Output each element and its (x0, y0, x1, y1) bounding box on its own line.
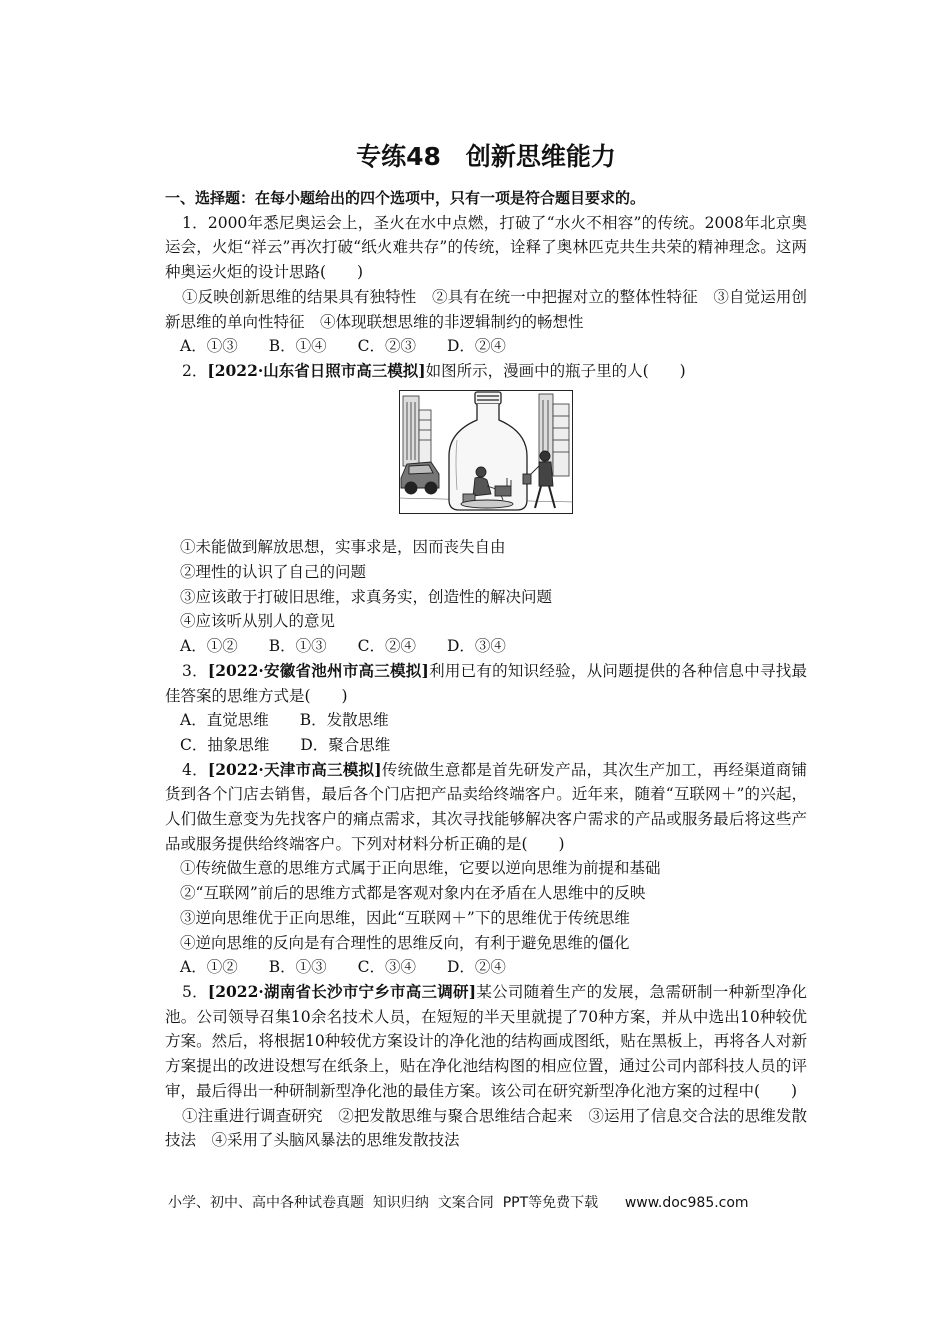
page-title: 专练48 创新思维能力 (356, 142, 616, 171)
question-2-statement-1: ①未能做到解放思想，实事求是，因而丧失自由 (180, 538, 506, 557)
question-4-number: 4． (182, 760, 208, 779)
question-3-number: 3． (182, 661, 208, 680)
question-4-statement-1: ①传统做生意的思维方式属于正向思维，它要以逆向思维为前提和基础 (180, 859, 661, 878)
question-3-stem (165, 659, 807, 708)
question-1-stem: 1．2000年悉尼奥运会上，圣火在水中点燃，打破了“水火不相容”的传统。2008年北京奥运会，火炬“祥云”再次打破“纸火难共存”的传统，诠释了奥林匹克共生共荣的精神理念。这两种奥运火炬的设计思路( ) (165, 213, 807, 282)
question-1-statements: ①反映创新思维的结果具有独特性 ②具有在统一中把握对立的整体性特征 ③自觉运用创新思维的单向性特征 ④体现联想思维的非逻辑制约的畅想性 (165, 287, 807, 331)
question-5-source: [2022·湖南省长沙市宁乡市高三调研] (207, 981, 477, 1001)
question-5-statements: ①注重进行调查研究 ②把发散思维与聚合思维结合起来 ③运用了信息交合法的思维发散技法 ④采用了头脑风暴法的思维发散技法 (165, 1106, 807, 1150)
question-4-stem (165, 758, 807, 857)
question-2-number: 2． (182, 361, 208, 380)
bottle-cartoon-illustration (399, 390, 573, 514)
question-2-statement-4: ④应该听从别人的意见 (180, 612, 336, 631)
question-4-statement-2: ②“互联网”前后的思维方式都是客观对象内在矛盾在人思维中的反映 (180, 884, 646, 903)
question-3-text: 利用已有的知识经验，从问题提供的各种信息中寻找最佳答案的思维方式是( ) (165, 661, 807, 705)
cartoon-figure (165, 390, 807, 522)
question-4-choices: A．①② B．①③ C．③④ D．②④ (180, 958, 506, 977)
section-heading: 一、选择题：在每小题给出的四个选项中，只有一项是符合题目要求的。 (165, 189, 646, 207)
question-5-number: 5． (182, 982, 208, 1001)
question-4-statement-4: ④逆向思维的反向是有合理性的思维反向，有利于避免思维的僵化 (180, 933, 630, 952)
question-3-source: [2022·安徽省池州市高三模拟] (207, 660, 429, 680)
question-4-source: [2022·天津市高三模拟] (207, 759, 382, 779)
question-2-statement-2: ②理性的认识了自己的问题 (180, 563, 367, 582)
question-4-statement-3: ③逆向思维优于正向思维，因此“互联网＋”下的思维优于传统思维 (180, 908, 630, 927)
question-2-choices: A．①② B．①③ C．②④ D．③④ (180, 637, 506, 656)
question-4-text: 传统做生意都是首先研发产品，其次生产加工，再经渠道商铺货到各个门店去销售，最后各个门店把产品卖给终端客户。近年来，随着“互联网＋”的兴起，人们做生意变为先找客户的痛点需求，其次寻找能够解决客户需求的产品或服务最后将这些产品或服务提供给终端客户。下列对材料分析正确的是( ) (165, 760, 807, 853)
question-2-stem (165, 359, 807, 384)
question-5-stem (165, 980, 807, 1104)
question-3-choices-row-1: A．直觉思维 B．发散思维 (180, 711, 389, 730)
question-2-text: 如图所示，漫画中的瓶子里的人( ) (425, 361, 686, 380)
question-5-text: 某公司随着生产的发展，急需研制一种新型净化池。公司领导召集10余名技术人员，在短短的半天里就提了70种方案，并从中选出10种较优方案。然后，将根据10种较优方案设计的净化池的结构画成图纸，贴在黑板上，再将各人对新方案提出的改进设想写在纸条上，贴在净化池结构图的相应位置，通过公司内部科技人员的评审，最后得出一种研制新型净化池的最佳方案。该公司在研究新型净化池方案的过程中( ) (165, 982, 807, 1100)
question-2-source: [2022·山东省日照市高三模拟] (207, 360, 426, 380)
question-2-statement-3: ③应该敢于打破旧思维，求真务实，创造性的解决问题 (180, 587, 553, 606)
page-footer: 小学、初中、高中各种试卷真题 知识归纳 文案合同 PPT等免费下载 www.doc985.com (168, 1195, 749, 1211)
document-body (165, 140, 807, 1153)
question-3-choices-row-2: C．抽象思维 D．聚合思维 (180, 735, 391, 754)
question-1-choices: A．①③ B．①④ C．②③ D．②④ (180, 337, 506, 356)
